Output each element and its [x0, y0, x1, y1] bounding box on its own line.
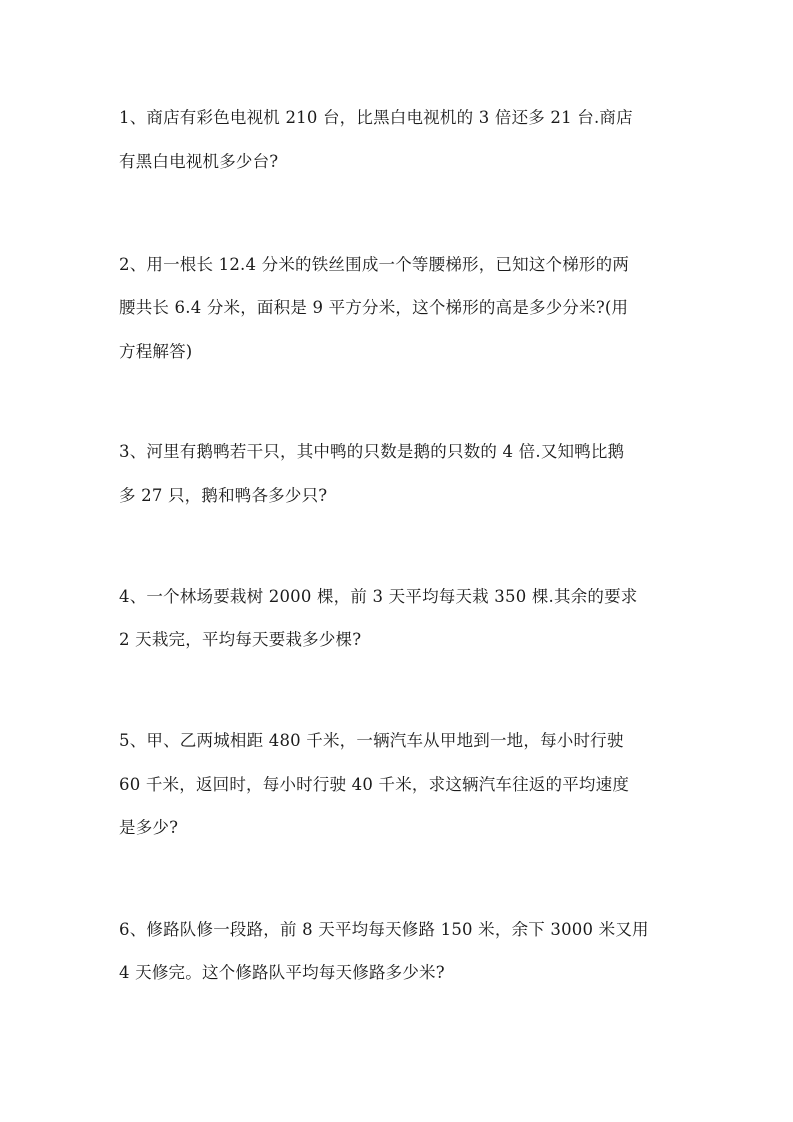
problem-4-line-1: 4、一个林场要栽树 2000 棵，前 3 天平均每天栽 350 棵.其余的要求 [119, 587, 638, 606]
problem-2-line-2: 腰共长 6.4 分米，面积是 9 平方分米，这个梯形的高是多少分米?(用 [119, 298, 629, 317]
problem-3-line-1: 3、河里有鹅鸭若干只，其中鸭的只数是鹅的只数的 4 倍.又知鸭比鹅 [119, 442, 625, 461]
problem-4-line-2: 2 天栽完，平均每天要栽多少棵? [119, 630, 362, 649]
problem-6-line-2: 4 天修完。这个修路队平均每天修路多少米? [119, 963, 445, 982]
problem-1-line-1: 1、商店有彩色电视机 210 台，比黑白电视机的 3 倍还多 21 台.商店 [119, 108, 633, 127]
problem-5-line-1: 5、甲、乙两城相距 480 千米，一辆汽车从甲地到一地，每小时行驶 [119, 731, 624, 750]
problem-5-line-2: 60 千米，返回时，每小时行驶 40 千米，求这辆汽车往返的平均速度 [119, 775, 630, 794]
problem-3-line-2: 多 27 只，鹅和鸭各多少只? [119, 486, 328, 505]
problem-6-line-1: 6、修路队修一段路，前 8 天平均每天修路 150 米，余下 3000 米又用 [119, 920, 649, 939]
problem-5-line-3: 是多少? [119, 818, 179, 837]
problem-2-line-1: 2、用一根长 12.4 分米的铁丝围成一个等腰梯形，已知这个梯形的两 [119, 255, 630, 274]
problem-1-line-2: 有黑白电视机多少台? [119, 152, 279, 171]
problem-2-line-3: 方程解答) [119, 342, 193, 361]
